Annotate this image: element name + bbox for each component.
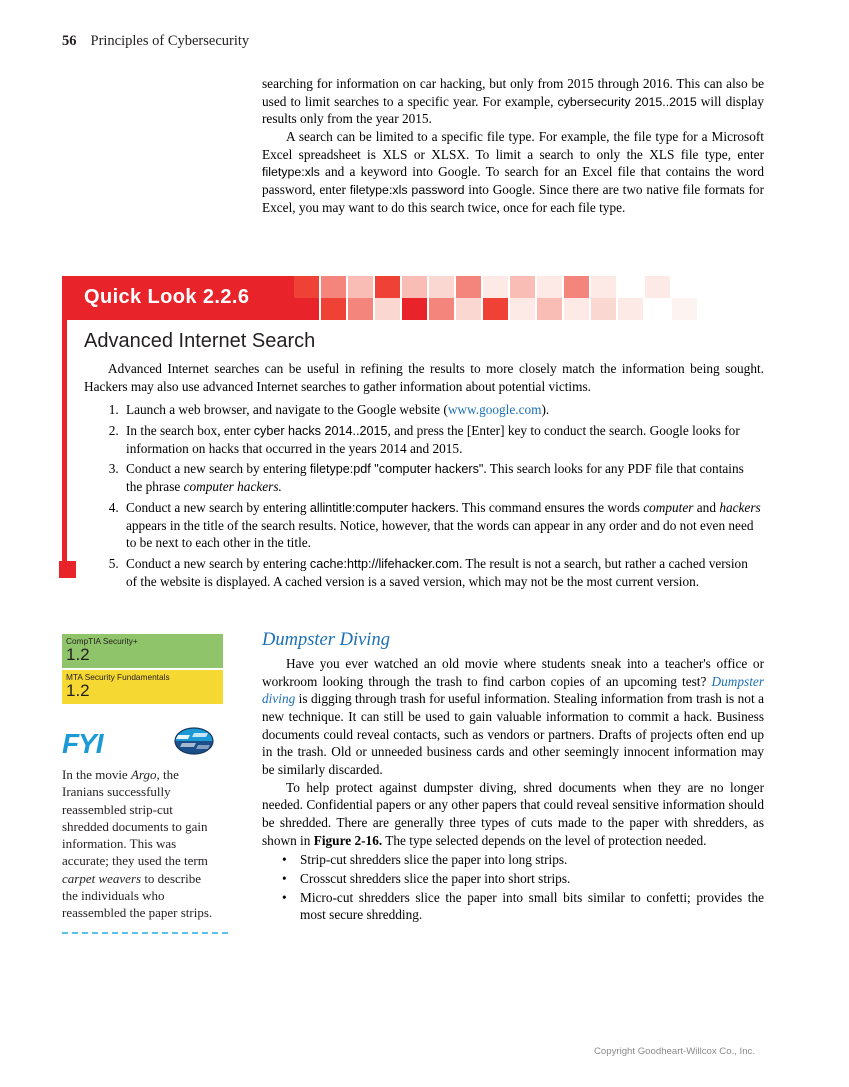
page-number: 56 [62, 33, 77, 49]
text-run: The type selected depends on the level of protection needed. [382, 832, 707, 848]
code-run: cache:http://lifehacker.com [309, 556, 459, 571]
italic-run: Argo, [130, 767, 160, 782]
dumpster-diving-body [262, 655, 764, 925]
quick-look-badge-label: Quick Look 2.2.6 [84, 286, 250, 308]
code-run: filetype:xls [262, 165, 320, 180]
text-run: In the search box, enter [126, 423, 254, 439]
text-run: , and press the [Enter] key to conduct the search. Google looks for information on hacks that occurred in the years 2014 and 2015. [126, 423, 740, 456]
text-run: the Iranians successfully reassembled strip-cut shredded documents to gain information. This was accurate; they used the term [62, 767, 208, 869]
text-run: . This search looks for any PDF file that contains the phrase [126, 461, 744, 495]
cert-number: 1.2 [66, 681, 90, 700]
text-run: and [693, 499, 720, 515]
fyi-body-text [62, 766, 214, 922]
text-run: to describe the individuals who reassembled the paper strips. [62, 870, 213, 921]
list-item: • Crosscut shredders slice the paper into short strips. [290, 870, 764, 888]
cert-label: CompTIA Security+ [66, 636, 138, 646]
copyright-footer: Copyright Goodheart-Willcox Co., Inc. [594, 1046, 756, 1057]
google-link[interactable]: www.google.com [447, 402, 542, 418]
mosaic-decoration [294, 276, 764, 320]
paragraph-continuation [262, 75, 764, 128]
code-run: filetype:xls password [349, 183, 465, 198]
quick-look-end-marker [59, 561, 76, 578]
text-run: To help protect against dumpster diving, shred documents when they are no longer needed. Confidential papers or any other papers that could reveal sensitive information should be shredded. There are generally three types of cuts made to the paper with shredders, as shown in [262, 779, 764, 848]
italic-run: carpet weavers [62, 870, 142, 886]
fyi-title: FYI [62, 728, 103, 759]
text-run: A search can be limited to a specific file type. For example, the file type for a Microsoft Excel spreadsheet is XLS or XLSX. To limit a search to only the XLS file type, enter [262, 129, 764, 162]
text-run: . This command ensures the words [455, 499, 644, 515]
text-run: Conduct a new search by entering [126, 499, 310, 515]
quick-look-badge [62, 276, 294, 320]
italic-run: hackers [719, 499, 761, 515]
fyi-divider [62, 932, 228, 934]
quick-look-heading: Advanced Internet Search [84, 330, 316, 352]
text-run: searching for information on car hacking, but only from 2015 through 2016. This can also be used to limit searches to a specific year. For example, [262, 76, 764, 109]
list-item: • Micro-cut shredders slice the paper into small bits similar to confetti; provides the most secure shredding. [290, 889, 764, 924]
code-run: allintitle:computer hackers [309, 500, 456, 515]
italic-run: computer [643, 499, 694, 515]
text-run: Launch a web browser, and navigate to the Google website ( [126, 402, 448, 418]
text-run: . The result is not a search, but rather a cached version of the website is displayed. A cached version is a saved version, which may not be the most current version. [126, 555, 748, 589]
code-run: filetype:pdf "computer hackers" [309, 462, 484, 477]
cert-box-comptia [62, 634, 223, 668]
cert-box-mta [62, 670, 223, 704]
list-item [122, 460, 762, 495]
text-run: In the movie [62, 767, 131, 782]
code-run: cybersecurity 2015..2015 [557, 94, 697, 109]
globe-icon [172, 726, 216, 756]
list-item [122, 555, 762, 590]
list-item [122, 499, 762, 552]
shredder-types-list [262, 851, 764, 924]
text-run: into Google. Since there are two native file formats for Excel, you may want to do this search twice, once for each file type. [262, 182, 764, 215]
list-item [122, 401, 762, 419]
top-body-text [262, 75, 764, 216]
quick-look-side-rule [62, 320, 67, 568]
italic-run: computer hackers. [183, 479, 282, 495]
paragraph [262, 655, 764, 779]
running-head [62, 33, 249, 50]
text-run: Conduct a new search by entering [126, 461, 310, 477]
text-run: and a keyword into Google. To search for an Excel file that contains the word password, enter [262, 164, 764, 198]
key-term: Dumpster diving [262, 673, 764, 707]
cert-number: 1.2 [66, 645, 90, 664]
paragraph-filetype [262, 128, 764, 216]
text-run: will display results only from the year 2015. [262, 93, 764, 127]
figure-reference: Figure 2-16. [313, 832, 383, 848]
quick-look-steps [62, 401, 762, 590]
cert-label: MTA Security Fundamentals [66, 672, 170, 682]
text-run: Conduct a new search by entering [126, 555, 310, 571]
list-item [122, 422, 762, 457]
text-run: Have you ever watched an old movie where students sneak into a teacher's office or workroom looking through the trash to find carbon copies of an upcoming test? [262, 656, 764, 689]
list-item: • Strip-cut shredders slice the paper into long strips. [290, 851, 764, 869]
quick-look-feature [62, 276, 764, 593]
section-heading-dumpster-diving: Dumpster Diving [262, 630, 390, 650]
paragraph [262, 779, 764, 850]
code-run: cyber hacks 2014..2015 [253, 424, 388, 439]
text-run: appears in the title of the search results. Notice, however, that the words can appear in any order and do not even need to be next to each other in the title. [126, 517, 754, 551]
text-run: is digging through trash for useful information. Stealing information from trash is not a new technique. It can still be used to gain valuable information to commit a hack. Business documents could reveal contacts, such as vendors or partners. Drafts of projects often end up in the trash. Old or unneeded business cards and other seemingly innocent information may be similarly discarded. [262, 691, 764, 778]
book-title: Principles of Cybersecurity [90, 33, 250, 49]
fyi-feature [62, 730, 232, 758]
quick-look-intro: Advanced Internet searches can be useful in refining the results to more closely match the information being sought. Hackers may also use advanced Internet searches to gather information about potential victims. [84, 361, 764, 394]
text-run: ). [541, 402, 550, 418]
quick-look-header-bar [62, 276, 764, 320]
